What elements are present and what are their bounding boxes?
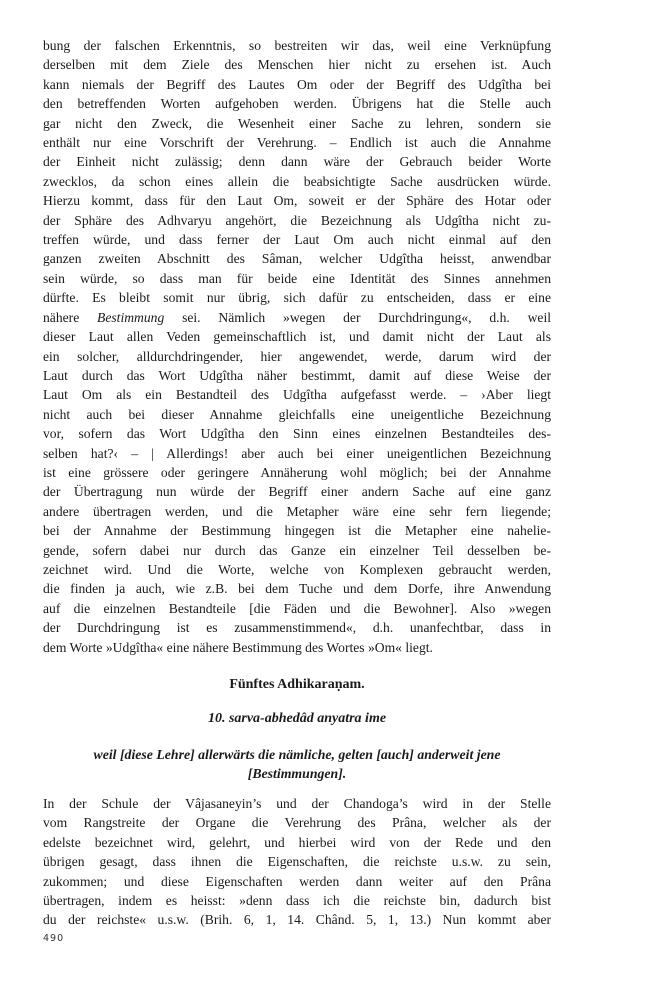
text-line: treffen würde, und dass ferner der Laut Om auch nicht einmal auf den	[43, 232, 551, 248]
text-line: du der reichste« u.s.w. (Brih. 6, 1, 14. Chând. 5, 1, 13.) Nun kommt aber	[43, 912, 551, 928]
text-line: derselben mit dem Ziele des Menschen hier nicht zu ersehen ist. Auch	[43, 57, 551, 73]
text-line: ein solcher, alldurchdringender, hier angewendet, werde, darum wird der	[43, 348, 551, 364]
text-line: edelste bezeichnet wird, gelehrt, und hierbei wird von der Rede und den	[43, 834, 551, 850]
text-line: dürfte. Es bleibt somit nur übrig, sich dafür zu entscheiden, dass er eine	[43, 290, 551, 306]
text-line: enthält nur eine Vorschrift der Verehrung. – Endlich ist auch die Annahme	[43, 135, 551, 151]
text-line: Hierzu kommt, dass für den Laut Om, soweit er der Sphäre des Hotar oder	[43, 193, 551, 209]
translation-heading-line: [Bestimmungen].	[247, 766, 347, 781]
text-line: der Sphäre des Adhvaryu angehört, die Bezeichnung als Udgîtha nicht zu-	[43, 212, 551, 228]
text-line: ist eine grössere oder geringere Annäherung wohl möglich; bei der Annahme	[43, 464, 551, 480]
text-line: auf die einzelnen Bestandteile [die Fäden und die Bewohner]. Also »wegen	[43, 600, 551, 616]
text-line: Laut Om als ein Bestandteil des Udgîtha aufgefasst werde. – ›Aber liegt	[43, 387, 551, 403]
text-line: andere übertragen werden, und die Metapher wäre eine sehr fern liegende;	[43, 503, 551, 519]
text-line: der Übertragung nun würde der Begriff einer andern Sache auf eine ganz	[43, 484, 551, 500]
text-line: sein würde, so dass man für beide eine Identität des Sinnes annehmen	[43, 270, 551, 286]
text-line: kann niemals der Begriff des Lautes Om oder der Begriff des Udgîtha bei	[43, 76, 551, 92]
text-line: nicht auch bei dieser Annahme gleichfalls eine uneigentliche Bezeichnung	[43, 406, 551, 422]
text-line: vom Rangstreite der Organe die Verehrung des Prâna, welcher als der	[43, 815, 551, 831]
page-content	[43, 36, 551, 930]
text-line: dem Worte »Udgîtha« eine nähere Bestimmung des Wortes »Om« liegt.	[43, 639, 433, 655]
translation-heading	[43, 745, 551, 783]
text-line: zeichnet wird. Und die Worte, welche von Komplexen gebraucht werden,	[43, 561, 551, 577]
text-line: der Durchdringung ist es zusammenstimmend«, d.h. unanfechtbar, dass in	[43, 620, 551, 636]
text-line: bung der falschen Erkenntnis, so bestreiten wir das, weil eine Verknüpfung	[43, 38, 551, 53]
section-heading: Fünftes Adhikaraṇam.	[229, 677, 365, 692]
text-line: Laut durch das Wort Udgîtha näher bestimmt, damit auf diese Weise der	[43, 367, 551, 383]
text-line: übertragen, indem es heisst: »denn dass ich die reichste bin, dadurch bist	[43, 893, 551, 909]
text-line: gar nicht den Zweck, die Wesenheit einer Sache zu lehren, sondern sie	[43, 115, 551, 131]
text-line: vor, sofern das Wort Udgîtha den Sinn eines einzelnen Bestandteiles des-	[43, 426, 551, 442]
text-line: den betreffenden Worten aufgehoben werden. Übrigens hat die Stelle auch	[43, 96, 551, 112]
text-line: nähere Bestimmung sei. Nämlich »wegen der Durchdringung«, d.h. weil	[43, 309, 551, 325]
text-line: gende, sofern dabei nur durch das Ganze ein einzelner Teil desselben be-	[43, 542, 551, 558]
text-line: übrigen gesagt, dass ihnen die Eigenschaften, die reichste u.s.w. zu sein,	[43, 854, 551, 870]
text-line: der Einheit nicht zulässig; denn dann wäre der Gebrauch beider Worte	[43, 154, 551, 170]
text-line: zukommen; und diese Eigenschaften werden dann weiter auf den Prâna	[43, 873, 551, 889]
sutra-heading: 10. sarva-abhedâd anyatra ime	[207, 711, 387, 726]
text-line: die finden ja auch, wie z.B. bei dem Tuche und dem Dorfe, ihre Anwendung	[43, 581, 551, 597]
body-paragraph-2	[43, 794, 551, 930]
page-number: 490	[43, 933, 65, 944]
text-line: bei der Annahme der Bestimmung hingegen ist die Metapher eine nahelie-	[43, 523, 551, 539]
translation-heading-line: weil [diese Lehre] allerwärts die nämliche, gelten [auch] anderweit jene	[93, 747, 501, 762]
text-line: selben hat?‹ – | Allerdings! aber auch bei einer uneigentlichen Bezeichnung	[43, 445, 551, 461]
text-line: dieser Laut allen Veden gemeinschaftlich ist, und damit nicht der Laut als	[43, 329, 551, 345]
body-paragraph-1	[43, 36, 551, 657]
text-line: ganzen zweiten Abschnitt des Sâman, welcher Udgîtha heisst, anwendbar	[43, 251, 551, 267]
text-line: zwecklos, da schon eines allein die beabsichtigte Sache ausdrücken würde.	[43, 173, 551, 189]
text-line: In der Schule der Vâjasaneyin’s und der Chandoga’s wird in der Stelle	[43, 796, 551, 811]
